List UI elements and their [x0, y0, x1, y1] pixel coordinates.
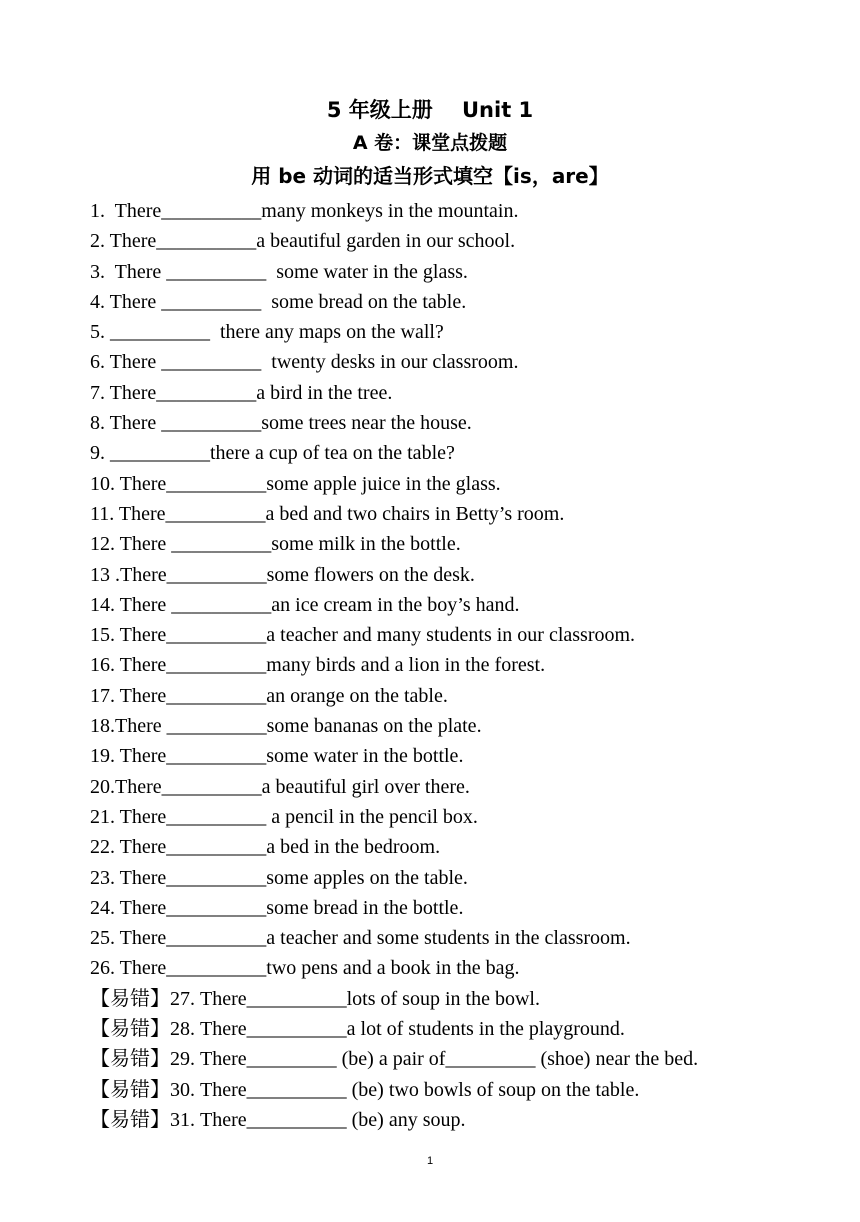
question-item: 23. There__________some apples on the table.: [90, 866, 468, 889]
question-item: 25. There__________a teacher and some students in the classroom.: [90, 927, 631, 950]
question-item: 3. There __________ some water in the glass.: [90, 260, 468, 283]
worksheet-title: 5 年级上册 Unit 1: [326, 98, 534, 122]
question-item: 15. There__________a teacher and many students in our classroom.: [90, 624, 636, 647]
question-list: [90, 196, 810, 1135]
question-item: 【易错】31. There__________ (be) any soup.: [90, 1108, 466, 1131]
question-item: 4. There __________ some bread on the table.: [90, 290, 467, 313]
worksheet-instruction: 用 be 动词的适当形式填空【is，are】: [251, 164, 609, 188]
question-item: 22. There__________a bed in the bedroom.: [90, 836, 441, 859]
worksheet-subtitle: A 卷：课堂点拨题: [352, 132, 508, 154]
question-item: 14. There __________an ice cream in the boy’s hand.: [90, 593, 520, 616]
question-item: 16. There__________many birds and a lion in the forest.: [90, 654, 546, 677]
question-item: 6. There __________ twenty desks in our classroom.: [90, 351, 519, 374]
question-item: 12. There __________some milk in the bottle.: [90, 533, 461, 556]
question-item: 18.There __________some bananas on the plate.: [90, 715, 482, 738]
question-item: 5. __________ there any maps on the wall?: [90, 321, 444, 344]
question-item: 9. __________there a cup of tea on the table?: [90, 442, 455, 465]
question-item: 1. There__________many monkeys in the mountain.: [90, 200, 519, 222]
page-number: 1: [426, 1155, 434, 1167]
question-item: 【易错】30. There__________ (be) two bowls of soup on the table.: [90, 1078, 640, 1101]
question-item: 8. There __________some trees near the house.: [90, 412, 472, 435]
question-item: 【易错】28. There__________a lot of students in the playground.: [90, 1018, 625, 1041]
question-item: 10. There__________some apple juice in the glass.: [90, 472, 501, 495]
question-item: 11. There__________a bed and two chairs in Betty’s room.: [90, 502, 565, 525]
question-item: 21. There__________ a pencil in the pencil box.: [90, 805, 478, 828]
question-item: 【易错】27. There__________lots of soup in the bowl.: [90, 987, 540, 1010]
question-item: 2. There__________a beautiful garden in our school.: [90, 230, 516, 253]
question-item: 13 .There__________some flowers on the desk.: [90, 563, 475, 586]
question-item: 【易错】29. There_________ (be) a pair of_________ (shoe) near the bed.: [90, 1048, 699, 1071]
question-item: 26. There__________two pens and a book in the bag.: [90, 957, 520, 980]
question-item: 20.There__________a beautiful girl over there.: [90, 775, 470, 798]
question-item: 24. There__________some bread in the bottle.: [90, 896, 464, 919]
question-item: 17. There__________an orange on the table.: [90, 684, 448, 707]
question-item: 7. There__________a bird in the tree.: [90, 381, 393, 404]
question-item: 19. There__________some water in the bottle.: [90, 745, 464, 768]
